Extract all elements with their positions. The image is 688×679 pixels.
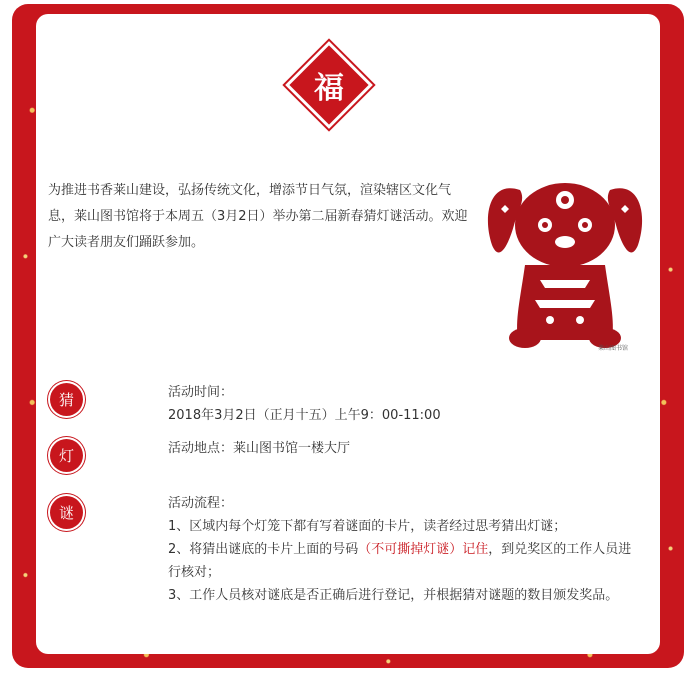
step-2-before: 2、将猜出谜底的卡片上面的号码: [168, 542, 359, 557]
badge-cai: 猜: [50, 383, 83, 416]
intro-paragraph: 为推进书香莱山建设，弘扬传统文化，增添节日气氛，渲染辖区文化气息，莱山图书馆将于本周五（3月2日）举办第二届新春猜灯谜活动。欢迎广大读者朋友们踊跃参加。: [48, 183, 468, 250]
location-label: 活动地点：莱山图书馆一楼大厅: [168, 441, 351, 456]
dog-papercut-image: [480, 170, 650, 355]
badge-mi: 谜: [50, 496, 83, 529]
badge-deng: 灯: [50, 439, 83, 472]
process-step-1: 1、区域内每个灯笼下都有写着谜面的卡片，读者经过思考猜出灯谜；: [168, 519, 567, 534]
time-value: 2018年3月2日（正月十五）上午9：00-11:00: [168, 408, 441, 423]
process-label: 活动流程：: [168, 496, 234, 511]
fu-diamond-emblem: [290, 46, 368, 124]
process-step-3: 3、工作人员核对谜底是否正确后进行登记，并根据猜对谜题的数目颁发奖品。: [168, 588, 619, 603]
step-2-after: ，到兑奖区的工作人员进行核对；: [168, 542, 632, 580]
left-paw: [509, 328, 541, 348]
time-label: 活动时间：: [168, 385, 234, 400]
fu-character: 福: [314, 71, 344, 106]
image-watermark: 莱山图书馆: [598, 345, 629, 352]
step-2-highlight: （不可撕掉灯谜）记住: [358, 542, 489, 557]
process-step-2: [168, 538, 638, 584]
